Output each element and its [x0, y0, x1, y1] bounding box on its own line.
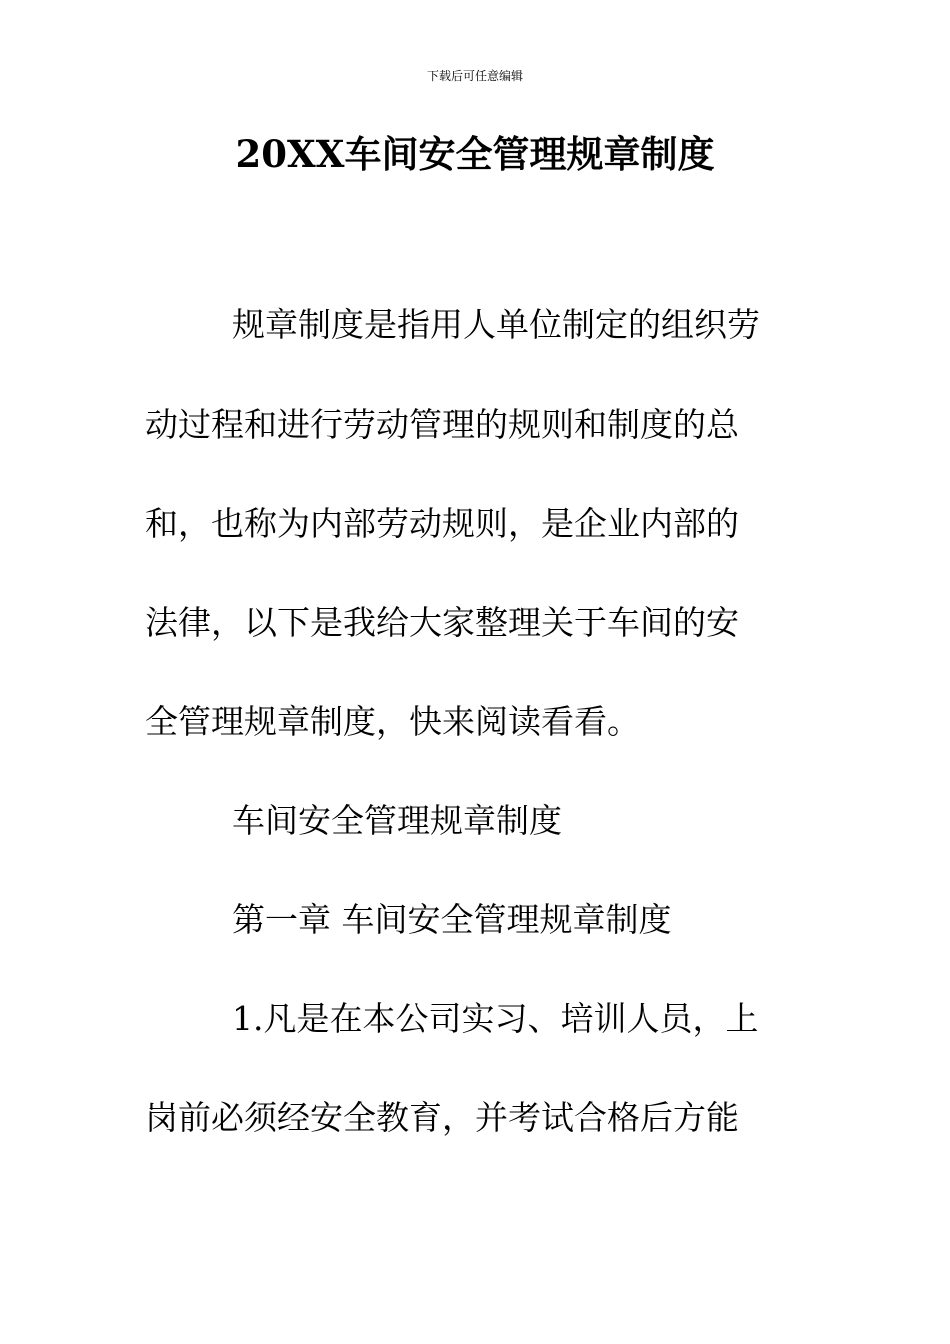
- chapter-heading: 第一章 车间安全管理规章制度: [232, 900, 672, 939]
- paragraph-line: 动过程和进行劳动管理的规则和制度的总: [145, 405, 739, 444]
- document-title: 20XX车间安全管理规章制度: [235, 132, 715, 176]
- paragraph-line: 1.凡是在本公司实习、培训人员，上: [232, 999, 759, 1038]
- paragraph-line: 规章制度是指用人单位制定的组织劳: [232, 305, 760, 344]
- paragraph-line: 法律，以下是我给大家整理关于车间的安: [145, 603, 739, 642]
- paragraph-line: 岗前必须经安全教育，并考试合格后方能: [145, 1098, 739, 1137]
- paragraph-line: 和，也称为内部劳动规则，是企业内部的: [145, 504, 739, 543]
- section-heading: 车间安全管理规章制度: [232, 801, 562, 840]
- paragraph-line: 全管理规章制度，快来阅读看看。: [145, 702, 640, 741]
- header-note: 下载后可任意编辑: [426, 69, 523, 83]
